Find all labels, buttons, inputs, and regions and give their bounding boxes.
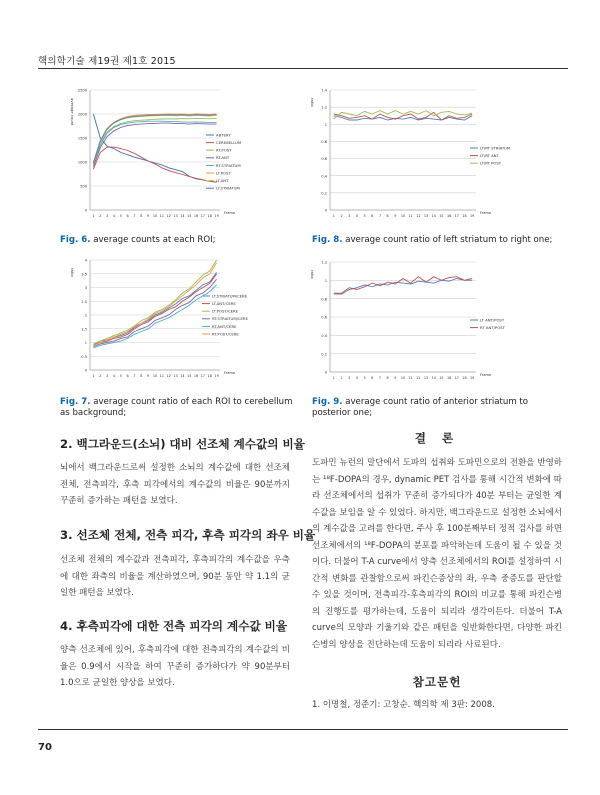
legend-label: LT/RT ANT bbox=[480, 153, 499, 158]
legend-label: ABTERY bbox=[216, 132, 231, 138]
y-tick-label: 2000 bbox=[77, 112, 87, 117]
x-tick-label: 6 bbox=[126, 214, 129, 218]
x-tick-label: 17 bbox=[200, 214, 206, 218]
x-axis-label: Frame bbox=[480, 211, 492, 215]
x-tick-label: 17 bbox=[454, 376, 459, 380]
y-axis-label: ratio bbox=[310, 98, 315, 107]
legend-label: LT.STRIATUM bbox=[216, 185, 240, 191]
figure-6-caption bbox=[60, 235, 300, 246]
figure-8-label: Fig. 8. bbox=[312, 235, 343, 245]
y-tick-label: 1.2 bbox=[321, 260, 327, 265]
figure-7-chart bbox=[60, 248, 298, 388]
x-tick-label: 8 bbox=[386, 376, 389, 380]
x-tick-label: 6 bbox=[371, 376, 374, 380]
x-tick-label: 15 bbox=[187, 374, 192, 378]
x-tick-label: 19 bbox=[214, 374, 219, 378]
y-tick-label: 2500 bbox=[77, 88, 87, 93]
series-line bbox=[93, 260, 216, 344]
x-tick-label: 1 bbox=[332, 376, 335, 380]
legend-label: LT.ANT/CERE bbox=[212, 301, 236, 306]
section-2-paragraph: 뇌에서 백그라운드로써 설정한 소뇌의 계수값에 대한 선조체 전체, 전측피각, 후측 피각에서의 계수값의 비율은 90분까지 꾸준히 증가하는 패턴을 보였다. bbox=[60, 463, 290, 506]
y-tick-label: 1 bbox=[324, 122, 327, 127]
x-tick-label: 13 bbox=[173, 374, 178, 378]
y-tick-label: 0.2 bbox=[321, 191, 327, 196]
x-tick-label: 13 bbox=[173, 214, 178, 218]
section-3-body bbox=[60, 552, 290, 602]
y-tick-label: 1 bbox=[324, 278, 327, 283]
x-tick-label: 11 bbox=[159, 214, 165, 218]
series-line bbox=[334, 277, 472, 294]
x-tick-label: 8 bbox=[140, 374, 143, 378]
figure-9-caption bbox=[312, 397, 562, 419]
x-tick-label: 10 bbox=[152, 214, 158, 218]
x-tick-label: 16 bbox=[446, 376, 452, 380]
y-tick-label: 0 bbox=[84, 208, 87, 213]
reference-item: 1. 이명철, 정준기: 고창순. 핵의학 제 3판: 2008. bbox=[312, 700, 495, 710]
footer-rule bbox=[38, 729, 568, 730]
y-tick-label: 2.5 bbox=[81, 299, 87, 304]
y-tick-label: 1500 bbox=[77, 136, 87, 141]
figure-6-text: average counts at each ROI; bbox=[93, 235, 216, 245]
x-tick-label: 10 bbox=[400, 214, 406, 218]
x-tick-label: 1 bbox=[332, 214, 335, 218]
x-tick-label: 16 bbox=[193, 374, 199, 378]
x-tick-label: 17 bbox=[454, 214, 459, 218]
x-tick-label: 4 bbox=[112, 374, 116, 378]
x-tick-label: 9 bbox=[394, 214, 397, 218]
y-tick-label: 3 bbox=[84, 286, 87, 291]
figure-6-chart bbox=[60, 80, 298, 228]
section-3-title: 3. 선조체 전체, 전측 피각, 후측 피각의 좌우 비율 bbox=[60, 528, 316, 542]
x-tick-label: 19 bbox=[469, 376, 475, 380]
y-tick-label: 0.6 bbox=[321, 157, 327, 162]
legend-label: LT ANT/POST bbox=[480, 317, 505, 323]
x-tick-label: 14 bbox=[431, 376, 436, 380]
section-4-paragraph: 양측 선조체에 있어, 후측피각에 대한 전측피각의 계수값의 비율은 0.9에서 시작을 하여 꾸준히 증가하다가 약 90분부터 1.0으로 균일한 양상을 보였다. bbox=[60, 645, 290, 688]
y-tick-label: 1.2 bbox=[321, 105, 327, 110]
legend-label: CEREBELLUM bbox=[216, 140, 242, 145]
y-tick-label: 0.8 bbox=[321, 297, 327, 302]
x-tick-label: 7 bbox=[133, 374, 136, 378]
legend-label: LT/RT POST bbox=[480, 160, 502, 166]
x-tick-label: 3 bbox=[106, 214, 109, 218]
references-list bbox=[312, 697, 562, 714]
y-axis-label: ratio bbox=[70, 268, 75, 277]
x-tick-label: 2 bbox=[99, 214, 102, 218]
x-tick-label: 8 bbox=[386, 214, 389, 218]
x-tick-label: 12 bbox=[166, 374, 171, 378]
x-tick-label: 9 bbox=[147, 214, 150, 218]
y-tick-label: 2 bbox=[84, 313, 87, 318]
x-tick-label: 3 bbox=[348, 376, 351, 380]
x-axis-label: Frame bbox=[224, 211, 236, 215]
x-tick-label: 4 bbox=[355, 376, 358, 380]
x-tick-label: 15 bbox=[439, 214, 444, 218]
x-tick-label: 9 bbox=[394, 376, 397, 380]
x-tick-label: 11 bbox=[159, 374, 165, 378]
x-tick-label: 10 bbox=[400, 376, 406, 380]
legend-label: LT.POST bbox=[216, 170, 231, 176]
series-line bbox=[93, 115, 216, 163]
x-tick-label: 2 bbox=[99, 374, 102, 378]
legend-label: RT.ANT bbox=[216, 155, 230, 161]
figure-7-text: average count ratio of each ROI to cerebellum as background; bbox=[60, 397, 293, 418]
x-tick-label: 6 bbox=[371, 214, 374, 218]
y-tick-label: 4 bbox=[84, 258, 87, 263]
legend-label: RT ANT/POST bbox=[480, 325, 505, 330]
y-tick-label: 500 bbox=[80, 184, 87, 189]
x-tick-label: 5 bbox=[363, 376, 366, 380]
x-tick-label: 4 bbox=[355, 214, 358, 218]
x-tick-label: 5 bbox=[363, 214, 366, 218]
legend-label: RT.STRIATUM bbox=[216, 162, 241, 168]
x-tick-label: 7 bbox=[133, 214, 136, 218]
section-4-body bbox=[60, 642, 290, 692]
x-tick-label: 12 bbox=[166, 214, 171, 218]
legend-label: LT.ANT bbox=[216, 178, 229, 183]
x-tick-label: 8 bbox=[140, 214, 143, 218]
y-tick-label: 0.4 bbox=[321, 333, 327, 338]
y-tick-label: 1 bbox=[84, 341, 87, 346]
x-tick-label: 11 bbox=[408, 214, 413, 218]
figure-7-label: Fig. 7. bbox=[60, 397, 91, 407]
x-tick-label: 14 bbox=[180, 374, 185, 378]
figure-9-label: Fig. 9. bbox=[312, 397, 343, 407]
x-tick-label: 14 bbox=[180, 214, 185, 218]
y-tick-label: 0.6 bbox=[321, 315, 327, 320]
page-number: 70 bbox=[38, 742, 52, 753]
conclusion-body bbox=[312, 455, 562, 653]
x-tick-label: 5 bbox=[119, 374, 122, 378]
references-title: 참고문헌 bbox=[412, 675, 462, 689]
x-tick-label: 15 bbox=[439, 376, 444, 380]
section-3-paragraph: 선조체 전체의 계수값과 전측피각, 후측피각의 계수값을 우측에 대한 좌측의 비율을 계산하였으며, 90분 동안 약 1.1의 균일한 패턴을 보였다. bbox=[60, 555, 290, 598]
y-tick-label: 0.8 bbox=[321, 140, 327, 145]
y-tick-label: 3.5 bbox=[81, 272, 87, 277]
x-tick-label: 1 bbox=[92, 214, 95, 218]
x-tick-label: 16 bbox=[193, 214, 199, 218]
y-tick-label: 1.4 bbox=[321, 88, 327, 93]
y-tick-label: 0.5 bbox=[81, 354, 87, 359]
y-tick-label: 0 bbox=[324, 370, 327, 375]
y-tick-label: 1000 bbox=[77, 160, 87, 165]
x-tick-label: 15 bbox=[187, 214, 192, 218]
y-tick-label: 0.4 bbox=[321, 174, 327, 179]
legend-label: RT.POST/CERE bbox=[212, 331, 239, 337]
x-tick-label: 11 bbox=[408, 376, 413, 380]
x-tick-label: 19 bbox=[214, 214, 219, 218]
x-tick-label: 12 bbox=[416, 376, 421, 380]
series-line bbox=[93, 274, 216, 346]
series-line bbox=[93, 263, 216, 346]
conclusion-paragraph: 도파민 뉴런의 말단에서 도파의 섭취와 도파민으로의 전환을 반영하는 ¹⁸F-DOPA의 경우, dynamic PET 검사를 통해 시간적 변화에 따라 선조체에서의 섭취가 꾸준히 증가되다가 40분 부터는 균일한 계수값을 보임을 알 수 있었다. 하지만, 백그라운드로 설정한 소뇌에서의 계수값을 고려를 한다면, 주사 후 100분째부터 정적 검사를 하면 선조체에서의 ¹⁸F-DOPA의 분포를 파악하는데 도움이 될 수 있을 것이다. 더불어 T-A curve에서 양측 선조체에서의 ROI를 설정하여 시간적 변화를 관찰함으로써 파킨슨증상의 좌, 우측 중증도를 판단할 수 있을 것이며, 전측피각-후측피각의 ROI의 비교를 통해 파킨슨병의 진행도를 평가하는데, 도움이 되리라 생각이든다. 더불어 T-A curve의 모양과 기울기와 같은 패턴을 일반화한다면, 다양한 파킨슨병의 양상을 진단하는데 도움이 되리라 사료된다. bbox=[312, 458, 562, 650]
x-tick-label: 14 bbox=[431, 214, 436, 218]
y-axis-label: ratio bbox=[310, 270, 315, 279]
series-line bbox=[334, 279, 472, 295]
section-2-body bbox=[60, 460, 290, 510]
x-tick-label: 4 bbox=[112, 214, 116, 218]
y-axis-label: average count bbox=[70, 98, 75, 126]
figure-9-text: average count ratio of anterior striatum to posterior one; bbox=[312, 397, 529, 418]
x-tick-label: 3 bbox=[348, 214, 351, 218]
y-tick-label: 0.2 bbox=[321, 352, 327, 357]
legend-label: RT.POST bbox=[216, 147, 232, 153]
journal-header: 핵의학기술 제19권 제1호 2015 bbox=[38, 56, 176, 67]
x-tick-label: 10 bbox=[152, 374, 158, 378]
legend-label: LT/RT STRIATUM bbox=[480, 145, 511, 151]
figure-9-chart bbox=[300, 252, 550, 390]
x-tick-label: 18 bbox=[462, 376, 467, 380]
x-tick-label: 3 bbox=[106, 374, 109, 378]
x-tick-label: 18 bbox=[462, 214, 467, 218]
x-tick-label: 18 bbox=[207, 374, 212, 378]
legend-label: RT.STRIATUM/CERE bbox=[212, 316, 248, 322]
x-tick-label: 6 bbox=[126, 374, 129, 378]
figure-8-text: average count ratio of left striatum to right one; bbox=[345, 235, 553, 245]
header-rule bbox=[38, 68, 568, 69]
x-axis-label: Frame bbox=[480, 373, 492, 377]
x-tick-label: 5 bbox=[119, 214, 122, 218]
legend-label: RT.ANT/CERE bbox=[212, 323, 237, 329]
figure-6-label: Fig. 6. bbox=[60, 235, 91, 245]
legend-label: LT.POST/CERE bbox=[212, 308, 239, 314]
y-tick-label: 0 bbox=[324, 208, 327, 213]
x-tick-label: 13 bbox=[423, 214, 429, 218]
figure-7-caption bbox=[60, 397, 300, 419]
section-2-title: 2. 백그라운드(소뇌) 대비 선조체 계수값의 비율 bbox=[60, 437, 305, 451]
x-tick-label: 16 bbox=[446, 214, 452, 218]
x-tick-label: 13 bbox=[423, 376, 429, 380]
series-line bbox=[93, 147, 216, 182]
x-tick-label: 12 bbox=[416, 214, 421, 218]
y-tick-label: 0 bbox=[84, 368, 87, 373]
x-tick-label: 2 bbox=[340, 376, 343, 380]
x-tick-label: 19 bbox=[469, 214, 475, 218]
x-tick-label: 2 bbox=[340, 214, 343, 218]
x-tick-label: 7 bbox=[378, 214, 382, 218]
legend-label: LT.STRIATUM/CERE bbox=[212, 293, 248, 299]
section-4-title: 4. 후측피각에 대한 전측 피각의 계수값 비율 bbox=[60, 619, 288, 633]
x-tick-label: 17 bbox=[200, 374, 206, 378]
conclusion-title: 결 론 bbox=[414, 431, 460, 445]
x-tick-label: 1 bbox=[92, 374, 95, 378]
figure-8-chart bbox=[300, 80, 550, 228]
x-tick-label: 18 bbox=[207, 214, 212, 218]
x-tick-label: 9 bbox=[147, 374, 150, 378]
y-tick-label: 1.5 bbox=[81, 327, 87, 332]
x-axis-label: Frame bbox=[224, 371, 236, 375]
x-tick-label: 7 bbox=[378, 376, 382, 380]
figure-8-caption bbox=[312, 235, 562, 246]
